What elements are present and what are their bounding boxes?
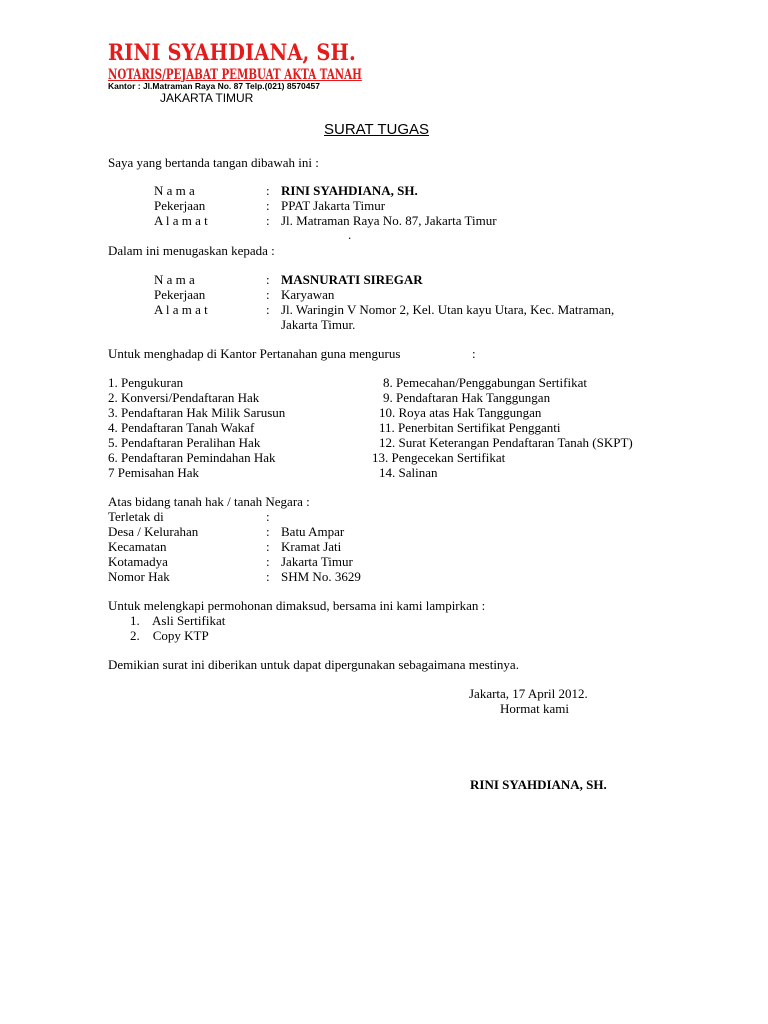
assignee-address-line1: Jl. Waringin V Nomor 2, Kel. Utan kayu Utara, Kec. Matraman, <box>281 302 615 317</box>
task-item: 10. Roya atas Hak Tanggungan <box>379 405 542 420</box>
land-district-colon: : <box>266 539 270 554</box>
land-located-label: Terletak di <box>108 509 164 524</box>
land-village-value: Batu Ampar <box>281 524 345 539</box>
assignee-name-value: MASNURATI SIREGAR <box>281 272 423 287</box>
assign-intro-text: Dalam ini menugaskan kepada : <box>108 243 275 258</box>
signer-name-label: N a m a <box>154 183 195 198</box>
land-right-label: Nomor Hak <box>108 569 170 584</box>
land-village-label: Desa / Kelurahan <box>108 524 199 539</box>
regards-text: Hormat kami <box>500 701 569 716</box>
land-right-value: SHM No. 3629 <box>281 569 361 584</box>
land-city-colon: : <box>266 554 270 569</box>
signer-job-label: Pekerjaan <box>154 198 206 213</box>
letterhead-name: RINI SYAHDIANA, SH. <box>108 40 356 66</box>
letterhead-city: JAKARTA TIMUR <box>160 91 254 105</box>
attachment-item: 2. Copy KTP <box>130 628 209 643</box>
assignee-name-label: N a m a <box>154 272 195 287</box>
signer-dot: . <box>348 227 352 242</box>
assignee-name-colon: : <box>266 272 270 287</box>
assignee-address-label: A l a m a t <box>154 302 208 317</box>
land-right-colon: : <box>266 569 270 584</box>
assignee-job-label: Pekerjaan <box>154 287 206 302</box>
document-title: SURAT TUGAS <box>324 121 430 138</box>
signature-name: RINI SYAHDIANA, SH. <box>470 777 607 792</box>
task-item: 11. Penerbitan Sertifikat Pengganti <box>379 420 561 435</box>
purpose-text: Untuk menghadap di Kantor Pertanahan guna mengurus <box>108 346 401 361</box>
task-item: 13. Pengecekan Sertifikat <box>372 450 506 465</box>
task-item: 7 Pemisahan Hak <box>108 465 199 480</box>
closing-text: Demikian surat ini diberikan untuk dapat dipergunakan sebagaimana mestinya. <box>108 657 519 672</box>
task-item: 5. Pendaftaran Peralihan Hak <box>108 435 261 450</box>
signer-address-label: A l a m a t <box>154 213 208 228</box>
land-located-colon: : <box>266 509 270 524</box>
land-city-value: Jakarta Timur <box>281 554 353 569</box>
intro-text: Saya yang bertanda tangan dibawah ini : <box>108 155 319 170</box>
attachment-item: 1. Asli Sertifikat <box>130 613 226 628</box>
land-city-label: Kotamadya <box>108 554 168 569</box>
place-date: Jakarta, 17 April 2012. <box>469 686 588 701</box>
assignee-job-value: Karyawan <box>281 287 335 302</box>
land-intro: Atas bidang tanah hak / tanah Negara : <box>108 494 310 509</box>
signer-job-colon: : <box>266 198 270 213</box>
signer-name-colon: : <box>266 183 270 198</box>
task-item: 1. Pengukuran <box>108 375 184 390</box>
assignee-address-colon: : <box>266 302 270 317</box>
signer-address-value: Jl. Matraman Raya No. 87, Jakarta Timur <box>281 213 497 228</box>
signer-address-colon: : <box>266 213 270 228</box>
task-item: 14. Salinan <box>379 465 438 480</box>
task-item: 4. Pendaftaran Tanah Wakaf <box>108 420 255 435</box>
task-item: 9. Pendaftaran Hak Tanggungan <box>383 390 551 405</box>
purpose-colon: : <box>472 346 476 361</box>
task-item: 12. Surat Keterangan Pendaftaran Tanah (SKPT) <box>379 435 633 450</box>
land-district-label: Kecamatan <box>108 539 167 554</box>
letterhead-subtitle: NOTARIS/PEJABAT PEMBUAT AKTA TANAH <box>108 67 362 83</box>
task-item: 2. Konversi/Pendaftaran Hak <box>108 390 260 405</box>
letterhead-office-address: Kantor : Jl.Matraman Raya No. 87 Telp.(021) 8570457 <box>108 81 320 91</box>
land-district-value: Kramat Jati <box>281 539 342 554</box>
assignee-job-colon: : <box>266 287 270 302</box>
task-item: 3. Pendaftaran Hak Milik Sarusun <box>108 405 286 420</box>
land-village-colon: : <box>266 524 270 539</box>
signer-name-value: RINI SYAHDIANA, SH. <box>281 183 418 198</box>
task-item: 6. Pendaftaran Pemindahan Hak <box>108 450 276 465</box>
task-item: 8. Pemecahan/Penggabungan Sertifikat <box>383 375 587 390</box>
signer-job-value: PPAT Jakarta Timur <box>281 198 386 213</box>
attachments-intro: Untuk melengkapi permohonan dimaksud, bersama ini kami lampirkan : <box>108 598 486 613</box>
assignee-address-line2: Jakarta Timur. <box>281 317 356 332</box>
